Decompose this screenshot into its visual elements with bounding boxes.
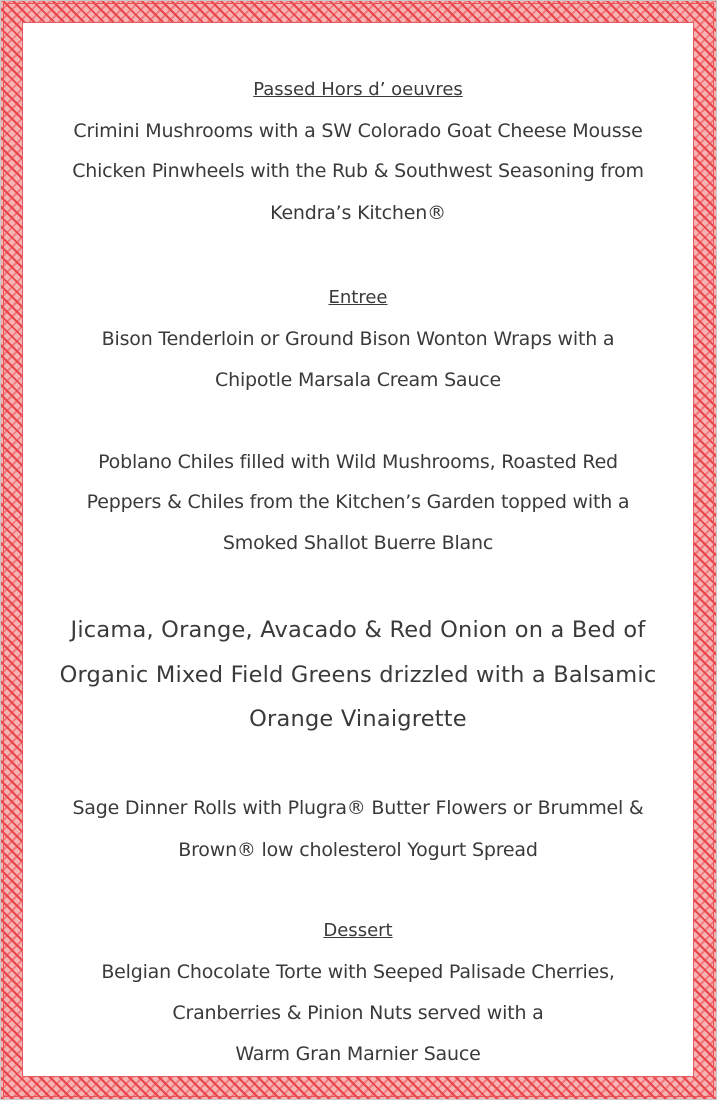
menu-item-line: Smoked Shallot Buerre Blanc [222,532,494,554]
menu-item-line: Chicken Pinwheels with the Rub & Southwest Seasoning from [72,160,644,182]
menu-item-line: Cranberries & Pinion Nuts served with a [172,1002,544,1024]
menu-item-line: Kendra’s Kitchen® [270,202,446,224]
entree-heading: Entree [328,287,388,308]
menu-item-line: Chipotle Marsala Cream Sauce [215,369,501,391]
menu-item-line: Bison Tenderloin or Ground Bison Wonton Wraps with a [101,328,615,350]
menu-content [22,22,694,1077]
menu-item-line: Belgian Chocolate Torte with Seeped Palisade Cherries, [101,961,615,983]
hors-doeuvres-heading: Passed Hors d’ oeuvres [253,79,463,100]
menu-item-line: Organic Mixed Field Greens drizzled with a Balsamic [59,662,657,688]
dessert-heading: Dessert [323,920,393,941]
menu-item-line: Poblano Chiles filled with Wild Mushrooms, Roasted Red [98,451,618,473]
menu-item-line: Crimini Mushrooms with a SW Colorado Goat Cheese Mousse [73,120,643,142]
menu-item-line: Jicama, Orange, Avacado & Red Onion on a Bed of [70,617,646,643]
menu-item-line: Peppers & Chiles from the Kitchen’s Garden topped with a [86,491,630,513]
menu-item-line: Brown® low cholesterol Yogurt Spread [178,839,538,861]
menu-item-line: Warm Gran Marnier Sauce [235,1043,481,1065]
menu-item-line: Orange Vinaigrette [249,706,467,732]
menu-item-line: Sage Dinner Rolls with Plugra® Butter Flowers or Brummel & [72,797,644,819]
